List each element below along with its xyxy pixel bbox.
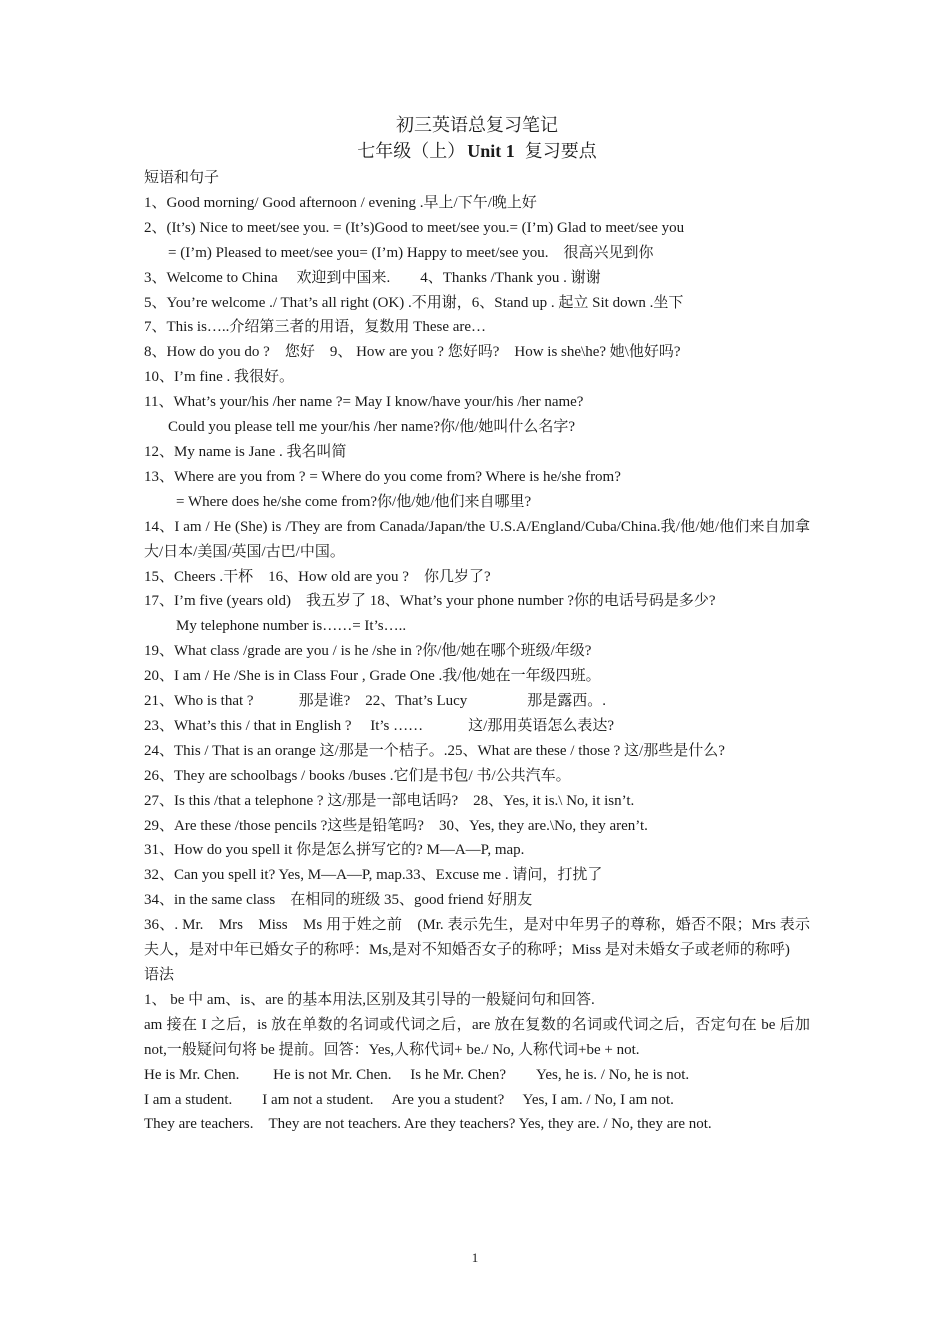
- phrase-item: 21、Who is that ? 那是谁? 22、That’s Lucy 那是露西。.: [144, 693, 607, 710]
- phrase-item: 2、(It’s) Nice to meet/see you. = (It’s)Good to meet/see you.= (I’m) Glad to meet/see you: [144, 219, 685, 236]
- phrase-item: 14、I am / He (She) is /They are from Canada/Japan/the U.S.A/England/Cuba/China.我/他/她/他们来自加拿大/日本/美国/英国/古巴/中国。: [144, 518, 810, 560]
- grammar-example: He is Mr. Chen. He is not Mr. Chen. Is he Mr. Chen? Yes, he is. / No, he is not.: [144, 1066, 690, 1083]
- phrase-item: 24、This / That is an orange 这/那是一个桔子。.25、What are these / those ? 这/那些是什么?: [144, 742, 725, 759]
- phrase-item: 36、. Mr. Mrs Miss Ms 用于姓之前 (Mr. 表示先生，是对中年男子的尊称，婚否不限；Mrs 表示夫人，是对中年已婚女子的称呼：Ms,是对不知婚否女子的称呼；Miss 是对未婚女子或老师的称呼): [144, 917, 810, 959]
- document-page: [144, 112, 810, 1137]
- phrase-item: 19、What class /grade are you / is he /she in ?你/他/她在哪个班级/年级?: [144, 643, 592, 660]
- section-heading-phrases: 短语和句子: [144, 170, 220, 186]
- phrase-item: 3、Welcome to China 欢迎到中国来. 4、Thanks /Thank you . 谢谢: [144, 269, 601, 286]
- phrase-item: 12、My name is Jane . 我名叫简: [144, 443, 347, 460]
- subtitle-prefix: 七年级（上）: [357, 141, 466, 161]
- section-heading-grammar: 语法: [144, 967, 175, 983]
- phrase-item: 15、Cheers .干杯 16、How old are you ? 你几岁了?: [144, 568, 491, 585]
- subtitle-unit: Unit 1: [467, 141, 515, 161]
- phrase-continuation: = Where does he/she come from?你/他/她/他们来自哪里?: [176, 493, 532, 510]
- phrase-item: 8、How do you do ? 您好 9、 How are you ? 您好吗? How is she\he? 她\他好吗?: [144, 344, 681, 361]
- phrase-item: 1、Good morning/ Good afternoon / evening .早上/下午/晚上好: [144, 194, 537, 211]
- phrase-item: 32、Can you spell it? Yes, M—A—P, map.33、Excuse me . 请问，打扰了: [144, 867, 603, 884]
- phrase-item: 5、You’re welcome ./ That’s all right (OK) .不用谢，6、Stand up . 起立 Sit down .坐下: [144, 294, 684, 311]
- phrase-continuation: My telephone number is……= It’s…..: [176, 618, 407, 635]
- grammar-item: am 接在 I 之后，is 放在单数的名词或代词之后，are 放在复数的名词或代词之后，否定句在 be 后加 not,一般疑问句将 be 提前。回答：Yes,人称代词+ be./ No, 人称代词+be + not.: [144, 1016, 810, 1058]
- phrase-item: 29、Are these /those pencils ?这些是铅笔吗? 30、Yes, they are.\No, they aren’t.: [144, 817, 648, 834]
- grammar-item: 1、 be 中 am、is、are 的基本用法,区别及其引导的一般疑问句和回答.: [144, 991, 595, 1008]
- phrase-item: 27、Is this /that a telephone ? 这/那是一部电话吗? 28、Yes, it is.\ No, it isn’t.: [144, 792, 635, 809]
- phrase-item: 34、in the same class 在相同的班级 35、good friend 好朋友: [144, 892, 533, 909]
- grammar-example: I am a student. I am not a student. Are you a student? Yes, I am. / No, I am not.: [144, 1091, 674, 1108]
- grammar-example: They are teachers. They are not teachers. Are they teachers? Yes, they are. / No, they are not.: [144, 1116, 712, 1133]
- phrase-continuation: Could you please tell me your/his /her name?你/他/她叫什么名字?: [168, 419, 576, 436]
- phrase-continuation: = (I’m) Pleased to meet/see you= (I’m) Happy to meet/see you. 很高兴见到你: [168, 244, 654, 261]
- document-subtitle: [144, 138, 810, 164]
- phrase-item: 13、Where are you from ? = Where do you come from? Where is he/she from?: [144, 468, 621, 485]
- page-number: 1: [471, 1250, 479, 1265]
- phrase-item: 10、I’m fine . 我很好。: [144, 369, 294, 386]
- phrase-item: 26、They are schoolbags / books /buses .它们是书包/ 书/公共汽车。: [144, 767, 571, 784]
- phrase-item: 11、What’s your/his /her name ?= May I know/have your/his /her name?: [144, 394, 584, 411]
- phrase-item: 17、I’m five (years old) 我五岁了 18、What’s your phone number ?你的电话号码是多少?: [144, 593, 716, 610]
- phrase-item: 31、How do you spell it 你是怎么拼写它的? M—A—P, map.: [144, 842, 525, 859]
- phrase-item: 23、What’s this / that in English ? It’s …… 这/那用英语怎么表达?: [144, 717, 614, 734]
- document-title: 初三英语总复习笔记: [396, 115, 558, 135]
- phrase-item: 7、This is…..介绍第三者的用语，复数用 These are…: [144, 319, 487, 336]
- phrase-item: 20、I am / He /She is in Class Four , Grade One .我/他/她在一年级四班。: [144, 668, 601, 685]
- subtitle-suffix: 复习要点: [524, 141, 597, 161]
